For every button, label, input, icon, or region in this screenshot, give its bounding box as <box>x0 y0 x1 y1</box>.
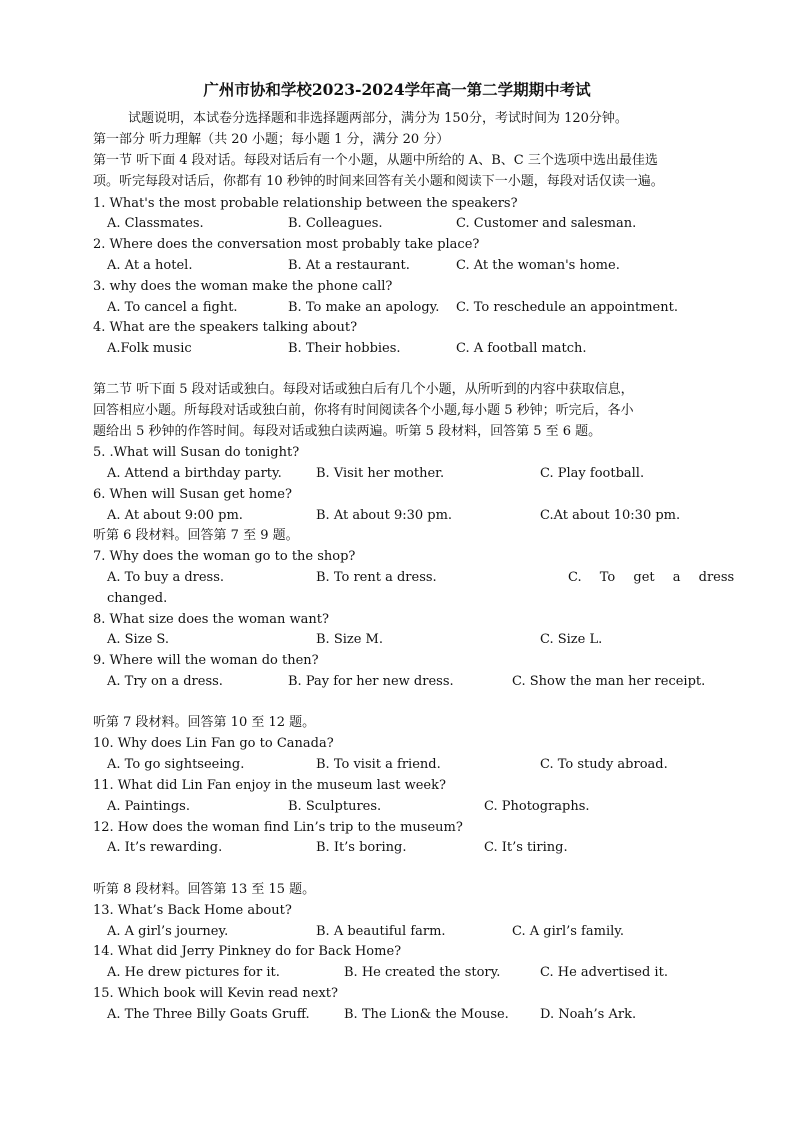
q5-option-b: B. Visit her mother. <box>316 466 445 481</box>
q11-option-a: A. Paintings. <box>107 799 190 814</box>
part-one-heading: 第一部分 听力理解（共 20 小题；每小题 1 分，满分 20 分） <box>93 132 450 147</box>
q10-option-c: C. To study abroad. <box>540 757 668 772</box>
q9-option-c: C. Show the man her receipt. <box>512 674 706 689</box>
section-two-heading-line2: 回答相应小题。所每段对话或独白前，你将有时间阅读各个小题,每小题 5 秒钟；听完后，各小 <box>93 403 634 418</box>
material-8-heading: 听第 8 段材料。回答第 13 至 15 题。 <box>93 882 316 897</box>
q14-option-c: C. He advertised it. <box>540 965 668 980</box>
q8-option-a: A. Size S. <box>107 632 169 647</box>
q3-option-a: A. To cancel a fight. <box>107 300 238 315</box>
question-10: 10. Why does Lin Fan go to Canada? <box>93 736 334 751</box>
exam-title: 广州市协和学校2023-2024学年高一第二学期期中考试 <box>203 80 591 99</box>
q8-option-b: B. Size M. <box>316 632 383 647</box>
q5-option-c: C. Play football. <box>540 466 645 481</box>
q7-option-a: A. To buy a dress. <box>107 570 225 585</box>
q5-option-a: A. Attend a birthday party. <box>107 466 282 481</box>
question-9: 9. Where will the woman do then? <box>93 653 319 668</box>
q7-option-b: B. To rent a dress. <box>316 570 437 585</box>
q1-option-a: A. Classmates. <box>107 216 204 231</box>
exam-instructions: 试题说明，本试卷分选择题和非选择题两部分，满分为 150分，考试时间为 120分钟。 <box>128 111 628 126</box>
q13-option-b: B. A beautiful farm. <box>316 924 446 939</box>
q15-option-d: D. Noah’s Ark. <box>540 1007 637 1022</box>
q10-option-b: B. To visit a friend. <box>316 757 441 772</box>
q11-option-b: B. Sculptures. <box>288 799 382 814</box>
question-5: 5. .What will Susan do tonight? <box>93 445 300 460</box>
q7-option-c-continued: changed. <box>107 591 168 606</box>
q7-option-c: C. To get a dress <box>568 570 735 585</box>
q11-option-c: C. Photographs. <box>484 799 590 814</box>
q6-option-c: C.At about 10:30 pm. <box>540 508 681 523</box>
question-2: 2. Where does the conversation most probably take place? <box>93 237 480 252</box>
q4-option-a: A.Folk music <box>107 341 192 356</box>
question-13: 13. What’s Back Home about? <box>93 903 292 918</box>
section-one-heading-line2: 项。听完每段对话后，你都有 10 秒钟的时间来回答有关小题和阅读下一小题，每段对话仅读一遍。 <box>93 174 664 189</box>
q3-option-b: B. To make an apology. <box>288 300 440 315</box>
q2-option-b: B. At a restaurant. <box>288 258 410 273</box>
q13-option-c: C. A girl’s family. <box>512 924 625 939</box>
q10-option-a: A. To go sightseeing. <box>107 757 245 772</box>
question-11: 11. What did Lin Fan enjoy in the museum last week? <box>93 778 446 793</box>
question-4: 4. What are the speakers talking about? <box>93 320 358 335</box>
question-3: 3. why does the woman make the phone call? <box>93 279 393 294</box>
question-6: 6. When will Susan get home? <box>93 487 292 502</box>
q12-option-a: A. It’s rewarding. <box>107 840 223 855</box>
q1-option-c: C. Customer and salesman. <box>456 216 637 231</box>
section-two-heading-line3: 题给出 5 秒钟的作答时间。每段对话或独白读两遍。听第 5 段材料，回答第 5 至 6 题。 <box>93 424 602 439</box>
q2-option-a: A. At a hotel. <box>107 258 193 273</box>
material-6-heading: 听第 6 段材料。回答第 7 至 9 题。 <box>93 528 299 543</box>
q13-option-a: A. A girl’s journey. <box>107 924 229 939</box>
q3-option-c: C. To reschedule an appointment. <box>456 300 678 315</box>
q9-option-b: B. Pay for her new dress. <box>288 674 454 689</box>
question-15: 15. Which book will Kevin read next? <box>93 986 338 1001</box>
q6-option-b: B. At about 9:30 pm. <box>316 508 453 523</box>
q14-option-a: A. He drew pictures for it. <box>107 965 280 980</box>
question-12: 12. How does the woman find Lin’s trip to the museum? <box>93 820 463 835</box>
q6-option-a: A. At about 9:00 pm. <box>107 508 243 523</box>
section-one-heading-line1: 第一节 听下面 4 段对话。每段对话后有一个小题，从题中所给的 A、B、C 三个选项中选出最佳选 <box>93 153 658 168</box>
question-7: 7. Why does the woman go to the shop? <box>93 549 356 564</box>
q15-option-a: A. The Three Billy Goats Gruff. <box>107 1007 310 1022</box>
q1-option-b: B. Colleagues. <box>288 216 383 231</box>
q2-option-c: C. At the woman's home. <box>456 258 620 273</box>
q12-option-c: C. It’s tiring. <box>484 840 568 855</box>
q15-option-b: B. The Lion& the Mouse. <box>344 1007 509 1022</box>
question-8: 8. What size does the woman want? <box>93 612 329 627</box>
q12-option-b: B. It’s boring. <box>316 840 407 855</box>
q9-option-a: A. Try on a dress. <box>107 674 223 689</box>
q4-option-b: B. Their hobbies. <box>288 341 401 356</box>
material-7-heading: 听第 7 段材料。回答第 10 至 12 题。 <box>93 715 316 730</box>
q14-option-b: B. He created the story. <box>344 965 501 980</box>
q4-option-c: C. A football match. <box>456 341 587 356</box>
section-two-heading-line1: 第二节 听下面 5 段对话或独白。每段对话或独白后有几个小题，从所听到的内容中获取信息， <box>93 382 634 397</box>
question-1: 1. What's the most probable relationship between the speakers? <box>93 196 518 211</box>
q8-option-c: C. Size L. <box>540 632 603 647</box>
question-14: 14. What did Jerry Pinkney do for Back Home? <box>93 944 402 959</box>
